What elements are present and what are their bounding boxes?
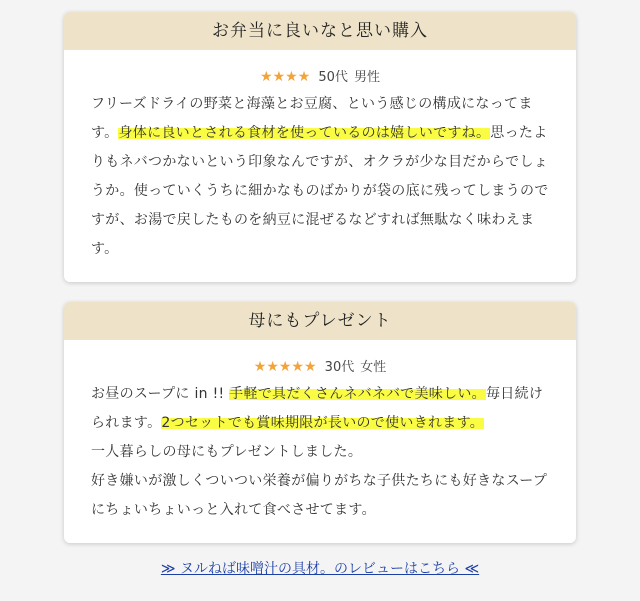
- review-text-segment: 一人暮らしの母にもプレゼントしました。: [91, 444, 363, 460]
- more-reviews-link[interactable]: ≫ ヌルねば味噌汁の具材。のレビューはこちら ≪: [160, 561, 480, 577]
- review-text-segment: 毎日続けられます。: [91, 386, 544, 431]
- review-text: [64, 86, 576, 264]
- reviewer-age: 30代: [324, 360, 355, 375]
- review-text-segment: フリーズドライの野菜と海藻とお豆腐、という感じの構成になってます。: [91, 96, 533, 141]
- reviews-link-row: [0, 558, 640, 578]
- review-title: 母にもプレゼント: [64, 302, 576, 340]
- review-text: [64, 376, 576, 525]
- review-highlight: 2つセットでも賞味期限が長いので使いきれます。: [161, 415, 485, 431]
- reviewer-gender: 女性: [360, 360, 387, 375]
- review-card: [64, 302, 576, 543]
- review-text-segment: お昼のスープに in !!: [91, 386, 230, 402]
- review-highlight: 手軽で具だくさんネバネバで美味しい。: [229, 386, 486, 402]
- review-highlight: 身体に良いとされる食材を使っているのは嬉しいですね。: [118, 125, 491, 141]
- star-rating-icon: ★★★★★: [253, 359, 317, 375]
- rating-row: [64, 68, 576, 86]
- reviewer-age: 50代: [318, 70, 348, 85]
- review-text-segment: 思ったよりもネバつかないという印象なんですが、オクラが少な目だからでしょうか。使っていくうちに細かなものばかりが袋の底に残ってしまうのですが、お湯で戻したものを納豆に混ぜるなどすれば無駄なく味わえます。: [91, 125, 549, 257]
- review-title: お弁当に良いなと思い購入: [64, 12, 576, 50]
- rating-row: [64, 358, 576, 376]
- review-text-segment: 好き嫌いが激しくついつい栄養が偏りがちな子供たちにも好きなスープにちょいちょいっと入れて食べさせてます。: [91, 473, 548, 518]
- star-rating-icon: ★★★★: [260, 69, 311, 85]
- reviewer-gender: 男性: [353, 70, 380, 85]
- review-card: [64, 12, 576, 282]
